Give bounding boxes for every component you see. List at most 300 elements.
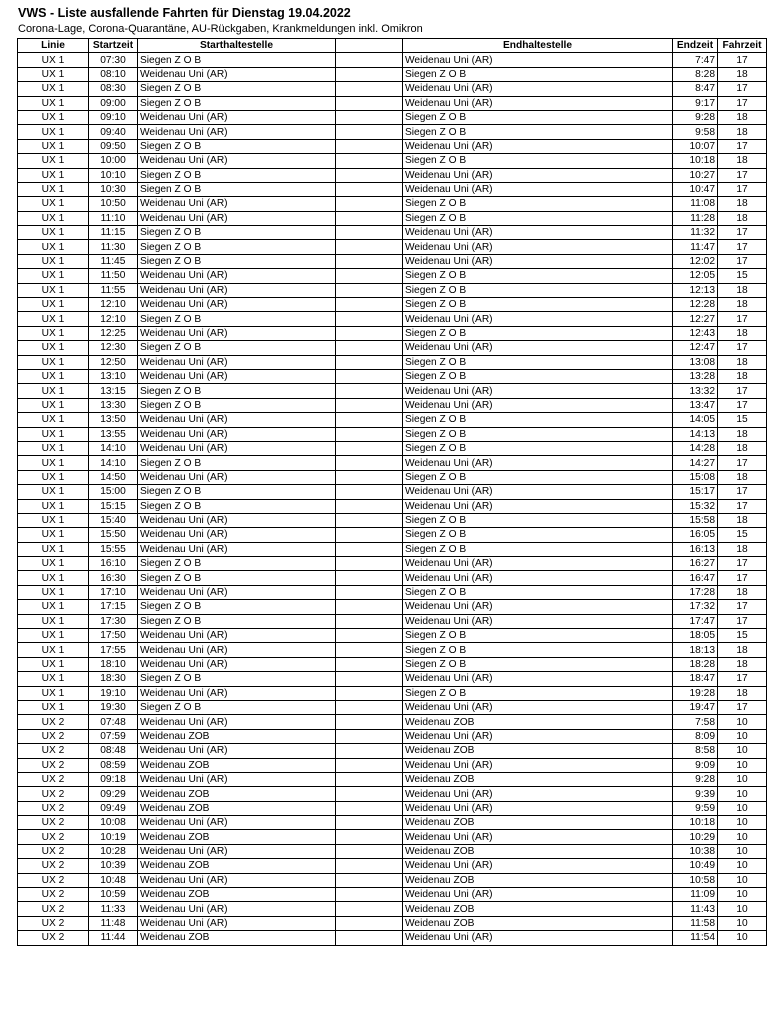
cell-endhaltestelle: Weidenau Uni (AR)	[403, 384, 673, 398]
cell-linie: UX 2	[18, 801, 89, 815]
cell-fahrzeit: 17	[718, 700, 767, 714]
cell-endzeit: 11:58	[673, 916, 718, 930]
cell-startzeit: 08:48	[89, 744, 138, 758]
cell-blank	[336, 182, 403, 196]
cell-starthaltestelle: Weidenau ZOB	[138, 758, 336, 772]
table-row	[18, 571, 767, 585]
cell-blank	[336, 542, 403, 556]
cell-endhaltestelle: Weidenau ZOB	[403, 772, 673, 786]
cell-fahrzeit: 18	[718, 197, 767, 211]
cell-starthaltestelle: Siegen Z O B	[138, 456, 336, 470]
cell-endzeit: 11:32	[673, 226, 718, 240]
cell-fahrzeit: 17	[718, 384, 767, 398]
table-row	[18, 312, 767, 326]
table-row	[18, 888, 767, 902]
cell-starthaltestelle: Siegen Z O B	[138, 53, 336, 67]
cell-starthaltestelle: Siegen Z O B	[138, 96, 336, 110]
cell-blank	[336, 873, 403, 887]
cell-blank	[336, 585, 403, 599]
cell-startzeit: 11:44	[89, 931, 138, 945]
cell-starthaltestelle: Siegen Z O B	[138, 600, 336, 614]
cell-endhaltestelle: Weidenau Uni (AR)	[403, 254, 673, 268]
cell-starthaltestelle: Siegen Z O B	[138, 182, 336, 196]
table-row	[18, 125, 767, 139]
cell-starthaltestelle: Weidenau Uni (AR)	[138, 715, 336, 729]
cell-linie: UX 1	[18, 226, 89, 240]
cell-endzeit: 9:09	[673, 758, 718, 772]
cell-starthaltestelle: Weidenau ZOB	[138, 830, 336, 844]
cell-starthaltestelle: Weidenau Uni (AR)	[138, 844, 336, 858]
cell-fahrzeit: 17	[718, 82, 767, 96]
cell-endzeit: 13:28	[673, 369, 718, 383]
cell-endzeit: 11:08	[673, 197, 718, 211]
cell-blank	[336, 355, 403, 369]
cell-fahrzeit: 10	[718, 787, 767, 801]
cell-blank	[336, 312, 403, 326]
cell-fahrzeit: 10	[718, 772, 767, 786]
cell-blank	[336, 844, 403, 858]
cell-endzeit: 11:54	[673, 931, 718, 945]
cell-blank	[336, 384, 403, 398]
cell-fahrzeit: 18	[718, 427, 767, 441]
cell-endzeit: 10:47	[673, 182, 718, 196]
cell-blank	[336, 643, 403, 657]
table-row	[18, 283, 767, 297]
cell-starthaltestelle: Weidenau Uni (AR)	[138, 873, 336, 887]
cell-startzeit: 11:45	[89, 254, 138, 268]
cell-startzeit: 10:19	[89, 830, 138, 844]
cell-linie: UX 1	[18, 629, 89, 643]
cell-startzeit: 10:39	[89, 859, 138, 873]
cell-blank	[336, 470, 403, 484]
cell-endzeit: 18:28	[673, 657, 718, 671]
cell-linie: UX 2	[18, 888, 89, 902]
cell-startzeit: 19:30	[89, 700, 138, 714]
cell-startzeit: 09:18	[89, 772, 138, 786]
table-row	[18, 600, 767, 614]
cell-endhaltestelle: Siegen Z O B	[403, 211, 673, 225]
cell-starthaltestelle: Siegen Z O B	[138, 384, 336, 398]
cell-starthaltestelle: Weidenau Uni (AR)	[138, 413, 336, 427]
cell-endhaltestelle: Siegen Z O B	[403, 110, 673, 124]
cell-endhaltestelle: Weidenau Uni (AR)	[403, 672, 673, 686]
cell-startzeit: 11:33	[89, 902, 138, 916]
cell-startzeit: 10:30	[89, 182, 138, 196]
cell-linie: UX 1	[18, 614, 89, 628]
table-row	[18, 801, 767, 815]
cell-blank	[336, 283, 403, 297]
cell-fahrzeit: 17	[718, 341, 767, 355]
cell-endzeit: 19:28	[673, 686, 718, 700]
cell-starthaltestelle: Weidenau Uni (AR)	[138, 772, 336, 786]
cell-endhaltestelle: Weidenau Uni (AR)	[403, 341, 673, 355]
cell-endzeit: 17:28	[673, 585, 718, 599]
cell-endhaltestelle: Siegen Z O B	[403, 427, 673, 441]
cell-starthaltestelle: Weidenau Uni (AR)	[138, 110, 336, 124]
cell-endzeit: 19:47	[673, 700, 718, 714]
header-linie: Linie	[18, 39, 89, 53]
document-title: VWS - Liste ausfallende Fahrten für Dienstag 19.04.2022	[18, 6, 351, 20]
cell-starthaltestelle: Siegen Z O B	[138, 571, 336, 585]
table-row	[18, 916, 767, 930]
cell-blank	[336, 830, 403, 844]
cell-starthaltestelle: Weidenau Uni (AR)	[138, 470, 336, 484]
cell-blank	[336, 369, 403, 383]
cell-endhaltestelle: Siegen Z O B	[403, 298, 673, 312]
cell-endhaltestelle: Siegen Z O B	[403, 413, 673, 427]
cell-endhaltestelle: Weidenau Uni (AR)	[403, 312, 673, 326]
cell-blank	[336, 657, 403, 671]
cell-startzeit: 17:55	[89, 643, 138, 657]
cell-starthaltestelle: Weidenau ZOB	[138, 931, 336, 945]
table-row	[18, 211, 767, 225]
cell-linie: UX 1	[18, 528, 89, 542]
cell-starthaltestelle: Weidenau Uni (AR)	[138, 528, 336, 542]
cell-blank	[336, 528, 403, 542]
table-row	[18, 542, 767, 556]
cell-starthaltestelle: Siegen Z O B	[138, 557, 336, 571]
cell-blank	[336, 557, 403, 571]
cell-endzeit: 14:27	[673, 456, 718, 470]
cell-blank	[336, 53, 403, 67]
cell-startzeit: 15:00	[89, 485, 138, 499]
cell-fahrzeit: 17	[718, 614, 767, 628]
cell-startzeit: 12:10	[89, 312, 138, 326]
cell-endhaltestelle: Siegen Z O B	[403, 67, 673, 81]
cell-linie: UX 1	[18, 110, 89, 124]
table-row	[18, 269, 767, 283]
cell-starthaltestelle: Siegen Z O B	[138, 499, 336, 513]
table-row	[18, 110, 767, 124]
table-row	[18, 528, 767, 542]
header-starthaltestelle: Starthaltestelle	[138, 39, 336, 53]
cell-endhaltestelle: Weidenau ZOB	[403, 873, 673, 887]
cell-fahrzeit: 10	[718, 715, 767, 729]
table-row	[18, 298, 767, 312]
cell-endzeit: 8:58	[673, 744, 718, 758]
cell-starthaltestelle: Weidenau Uni (AR)	[138, 916, 336, 930]
cell-blank	[336, 902, 403, 916]
cell-blank	[336, 226, 403, 240]
cell-startzeit: 13:15	[89, 384, 138, 398]
table-row	[18, 226, 767, 240]
cell-startzeit: 14:10	[89, 441, 138, 455]
cell-starthaltestelle: Weidenau Uni (AR)	[138, 441, 336, 455]
table-row	[18, 513, 767, 527]
cell-endzeit: 10:18	[673, 816, 718, 830]
table-body	[18, 53, 767, 945]
cell-startzeit: 08:10	[89, 67, 138, 81]
header-blank	[336, 39, 403, 53]
table-row	[18, 154, 767, 168]
cell-startzeit: 16:10	[89, 557, 138, 571]
cell-fahrzeit: 18	[718, 686, 767, 700]
cell-endzeit: 8:28	[673, 67, 718, 81]
cell-endhaltestelle: Weidenau ZOB	[403, 816, 673, 830]
cell-starthaltestelle: Weidenau Uni (AR)	[138, 67, 336, 81]
header-endzeit: Endzeit	[673, 39, 718, 53]
table-row	[18, 700, 767, 714]
cell-endzeit: 15:58	[673, 513, 718, 527]
cell-fahrzeit: 18	[718, 283, 767, 297]
cell-endzeit: 18:13	[673, 643, 718, 657]
table-row	[18, 485, 767, 499]
table-row	[18, 470, 767, 484]
table-row	[18, 82, 767, 96]
cell-endzeit: 13:08	[673, 355, 718, 369]
cell-blank	[336, 441, 403, 455]
cell-starthaltestelle: Weidenau Uni (AR)	[138, 902, 336, 916]
cell-startzeit: 07:48	[89, 715, 138, 729]
table-row	[18, 758, 767, 772]
cell-blank	[336, 398, 403, 412]
cell-linie: UX 2	[18, 787, 89, 801]
cell-linie: UX 1	[18, 240, 89, 254]
cell-startzeit: 11:30	[89, 240, 138, 254]
cell-endzeit: 10:29	[673, 830, 718, 844]
cell-startzeit: 10:00	[89, 154, 138, 168]
table-row	[18, 326, 767, 340]
cell-fahrzeit: 17	[718, 240, 767, 254]
cell-endhaltestelle: Siegen Z O B	[403, 441, 673, 455]
cell-startzeit: 11:15	[89, 226, 138, 240]
cell-startzeit: 11:50	[89, 269, 138, 283]
cell-starthaltestelle: Weidenau Uni (AR)	[138, 657, 336, 671]
cancelled-trips-table	[17, 38, 767, 946]
cell-fahrzeit: 17	[718, 254, 767, 268]
cell-blank	[336, 211, 403, 225]
cell-startzeit: 12:10	[89, 298, 138, 312]
cell-startzeit: 09:50	[89, 139, 138, 153]
cell-startzeit: 12:30	[89, 341, 138, 355]
table-row	[18, 744, 767, 758]
cell-endzeit: 10:58	[673, 873, 718, 887]
cell-blank	[336, 168, 403, 182]
cell-endhaltestelle: Weidenau ZOB	[403, 744, 673, 758]
cell-linie: UX 1	[18, 413, 89, 427]
cell-blank	[336, 82, 403, 96]
table-row	[18, 341, 767, 355]
cell-starthaltestelle: Weidenau ZOB	[138, 729, 336, 743]
cell-endhaltestelle: Weidenau Uni (AR)	[403, 398, 673, 412]
cell-blank	[336, 614, 403, 628]
cell-linie: UX 1	[18, 571, 89, 585]
cell-fahrzeit: 15	[718, 269, 767, 283]
cell-linie: UX 2	[18, 772, 89, 786]
cell-blank	[336, 67, 403, 81]
cell-starthaltestelle: Weidenau Uni (AR)	[138, 154, 336, 168]
table-row	[18, 772, 767, 786]
header-fahrzeit: Fahrzeit	[718, 39, 767, 53]
cell-linie: UX 1	[18, 686, 89, 700]
cell-endhaltestelle: Weidenau Uni (AR)	[403, 53, 673, 67]
cell-linie: UX 1	[18, 441, 89, 455]
cell-fahrzeit: 15	[718, 629, 767, 643]
table-row	[18, 672, 767, 686]
cell-fahrzeit: 18	[718, 542, 767, 556]
cell-linie: UX 1	[18, 427, 89, 441]
cell-blank	[336, 125, 403, 139]
cell-startzeit: 15:40	[89, 513, 138, 527]
cell-linie: UX 1	[18, 513, 89, 527]
table-row	[18, 240, 767, 254]
table-row	[18, 139, 767, 153]
cell-starthaltestelle: Weidenau Uni (AR)	[138, 355, 336, 369]
cell-endzeit: 9:39	[673, 787, 718, 801]
cell-endhaltestelle: Weidenau ZOB	[403, 916, 673, 930]
cell-endhaltestelle: Weidenau Uni (AR)	[403, 96, 673, 110]
table-row	[18, 168, 767, 182]
cell-startzeit: 10:08	[89, 816, 138, 830]
cell-starthaltestelle: Siegen Z O B	[138, 312, 336, 326]
cell-endhaltestelle: Siegen Z O B	[403, 326, 673, 340]
cell-blank	[336, 859, 403, 873]
cell-starthaltestelle: Siegen Z O B	[138, 82, 336, 96]
cell-endzeit: 9:58	[673, 125, 718, 139]
cell-fahrzeit: 18	[718, 326, 767, 340]
table-row	[18, 902, 767, 916]
cell-endhaltestelle: Weidenau Uni (AR)	[403, 139, 673, 153]
cell-endhaltestelle: Siegen Z O B	[403, 528, 673, 542]
cell-endzeit: 10:07	[673, 139, 718, 153]
cell-starthaltestelle: Weidenau Uni (AR)	[138, 585, 336, 599]
table-row	[18, 686, 767, 700]
cell-fahrzeit: 10	[718, 729, 767, 743]
cell-blank	[336, 485, 403, 499]
cell-blank	[336, 816, 403, 830]
cell-startzeit: 14:10	[89, 456, 138, 470]
cell-fahrzeit: 17	[718, 571, 767, 585]
cell-endhaltestelle: Weidenau Uni (AR)	[403, 456, 673, 470]
cell-linie: UX 1	[18, 542, 89, 556]
cell-linie: UX 1	[18, 283, 89, 297]
cell-endhaltestelle: Siegen Z O B	[403, 369, 673, 383]
cell-startzeit: 09:00	[89, 96, 138, 110]
cell-starthaltestelle: Siegen Z O B	[138, 168, 336, 182]
cell-fahrzeit: 17	[718, 600, 767, 614]
cell-endhaltestelle: Weidenau Uni (AR)	[403, 600, 673, 614]
cell-endzeit: 7:47	[673, 53, 718, 67]
cell-endhaltestelle: Weidenau Uni (AR)	[403, 830, 673, 844]
cell-starthaltestelle: Weidenau Uni (AR)	[138, 744, 336, 758]
cell-endzeit: 11:09	[673, 888, 718, 902]
cell-endzeit: 8:09	[673, 729, 718, 743]
cell-linie: UX 1	[18, 96, 89, 110]
cell-fahrzeit: 10	[718, 830, 767, 844]
cell-endhaltestelle: Weidenau Uni (AR)	[403, 614, 673, 628]
cell-fahrzeit: 10	[718, 873, 767, 887]
cell-linie: UX 1	[18, 154, 89, 168]
cell-linie: UX 1	[18, 456, 89, 470]
cell-linie: UX 1	[18, 672, 89, 686]
cell-fahrzeit: 18	[718, 643, 767, 657]
table-row	[18, 873, 767, 887]
cell-endzeit: 12:28	[673, 298, 718, 312]
cell-linie: UX 2	[18, 744, 89, 758]
cell-endhaltestelle: Siegen Z O B	[403, 629, 673, 643]
cell-starthaltestelle: Siegen Z O B	[138, 614, 336, 628]
cell-startzeit: 10:48	[89, 873, 138, 887]
cell-starthaltestelle: Weidenau Uni (AR)	[138, 197, 336, 211]
cell-linie: UX 2	[18, 715, 89, 729]
cell-endhaltestelle: Weidenau Uni (AR)	[403, 787, 673, 801]
cell-linie: UX 1	[18, 485, 89, 499]
cell-starthaltestelle: Weidenau Uni (AR)	[138, 369, 336, 383]
cell-endhaltestelle: Weidenau Uni (AR)	[403, 801, 673, 815]
cell-starthaltestelle: Siegen Z O B	[138, 240, 336, 254]
cell-blank	[336, 499, 403, 513]
cell-fahrzeit: 10	[718, 744, 767, 758]
cell-linie: UX 1	[18, 470, 89, 484]
cell-endhaltestelle: Siegen Z O B	[403, 283, 673, 297]
cell-blank	[336, 686, 403, 700]
cell-linie: UX 2	[18, 830, 89, 844]
cell-blank	[336, 341, 403, 355]
cell-fahrzeit: 10	[718, 758, 767, 772]
table-row	[18, 585, 767, 599]
cell-fahrzeit: 17	[718, 456, 767, 470]
cell-fahrzeit: 18	[718, 110, 767, 124]
cell-starthaltestelle: Weidenau Uni (AR)	[138, 686, 336, 700]
cell-startzeit: 10:10	[89, 168, 138, 182]
table-row	[18, 427, 767, 441]
cell-fahrzeit: 17	[718, 53, 767, 67]
cell-linie: UX 2	[18, 873, 89, 887]
cell-fahrzeit: 10	[718, 859, 767, 873]
cell-starthaltestelle: Siegen Z O B	[138, 700, 336, 714]
cell-endhaltestelle: Siegen Z O B	[403, 125, 673, 139]
cell-startzeit: 13:30	[89, 398, 138, 412]
cell-endzeit: 12:02	[673, 254, 718, 268]
cell-linie: UX 1	[18, 657, 89, 671]
cell-blank	[336, 772, 403, 786]
document-subtitle: Corona-Lage, Corona-Quarantäne, AU-Rückgaben, Krankmeldungen inkl. Omikron	[18, 23, 423, 35]
cell-endzeit: 10:49	[673, 859, 718, 873]
cell-fahrzeit: 10	[718, 931, 767, 945]
cell-startzeit: 10:59	[89, 888, 138, 902]
cell-starthaltestelle: Weidenau Uni (AR)	[138, 283, 336, 297]
cell-endhaltestelle: Weidenau Uni (AR)	[403, 226, 673, 240]
cell-endzeit: 18:47	[673, 672, 718, 686]
cell-fahrzeit: 18	[718, 125, 767, 139]
cell-linie: UX 1	[18, 168, 89, 182]
cell-blank	[336, 931, 403, 945]
cell-blank	[336, 154, 403, 168]
cell-endzeit: 10:18	[673, 154, 718, 168]
table-row	[18, 816, 767, 830]
cell-blank	[336, 240, 403, 254]
cell-blank	[336, 326, 403, 340]
table-row	[18, 787, 767, 801]
cell-endzeit: 14:13	[673, 427, 718, 441]
cell-endzeit: 12:05	[673, 269, 718, 283]
cell-endhaltestelle: Siegen Z O B	[403, 154, 673, 168]
cell-endhaltestelle: Siegen Z O B	[403, 513, 673, 527]
cell-fahrzeit: 17	[718, 182, 767, 196]
cell-endhaltestelle: Weidenau Uni (AR)	[403, 240, 673, 254]
cell-fahrzeit: 18	[718, 298, 767, 312]
cell-startzeit: 17:30	[89, 614, 138, 628]
cell-starthaltestelle: Weidenau ZOB	[138, 801, 336, 815]
table-row	[18, 499, 767, 513]
cell-linie: UX 1	[18, 326, 89, 340]
cell-endzeit: 11:43	[673, 902, 718, 916]
cell-linie: UX 1	[18, 355, 89, 369]
cell-fahrzeit: 18	[718, 470, 767, 484]
cell-endzeit: 9:59	[673, 801, 718, 815]
cell-blank	[336, 96, 403, 110]
cell-starthaltestelle: Weidenau Uni (AR)	[138, 269, 336, 283]
